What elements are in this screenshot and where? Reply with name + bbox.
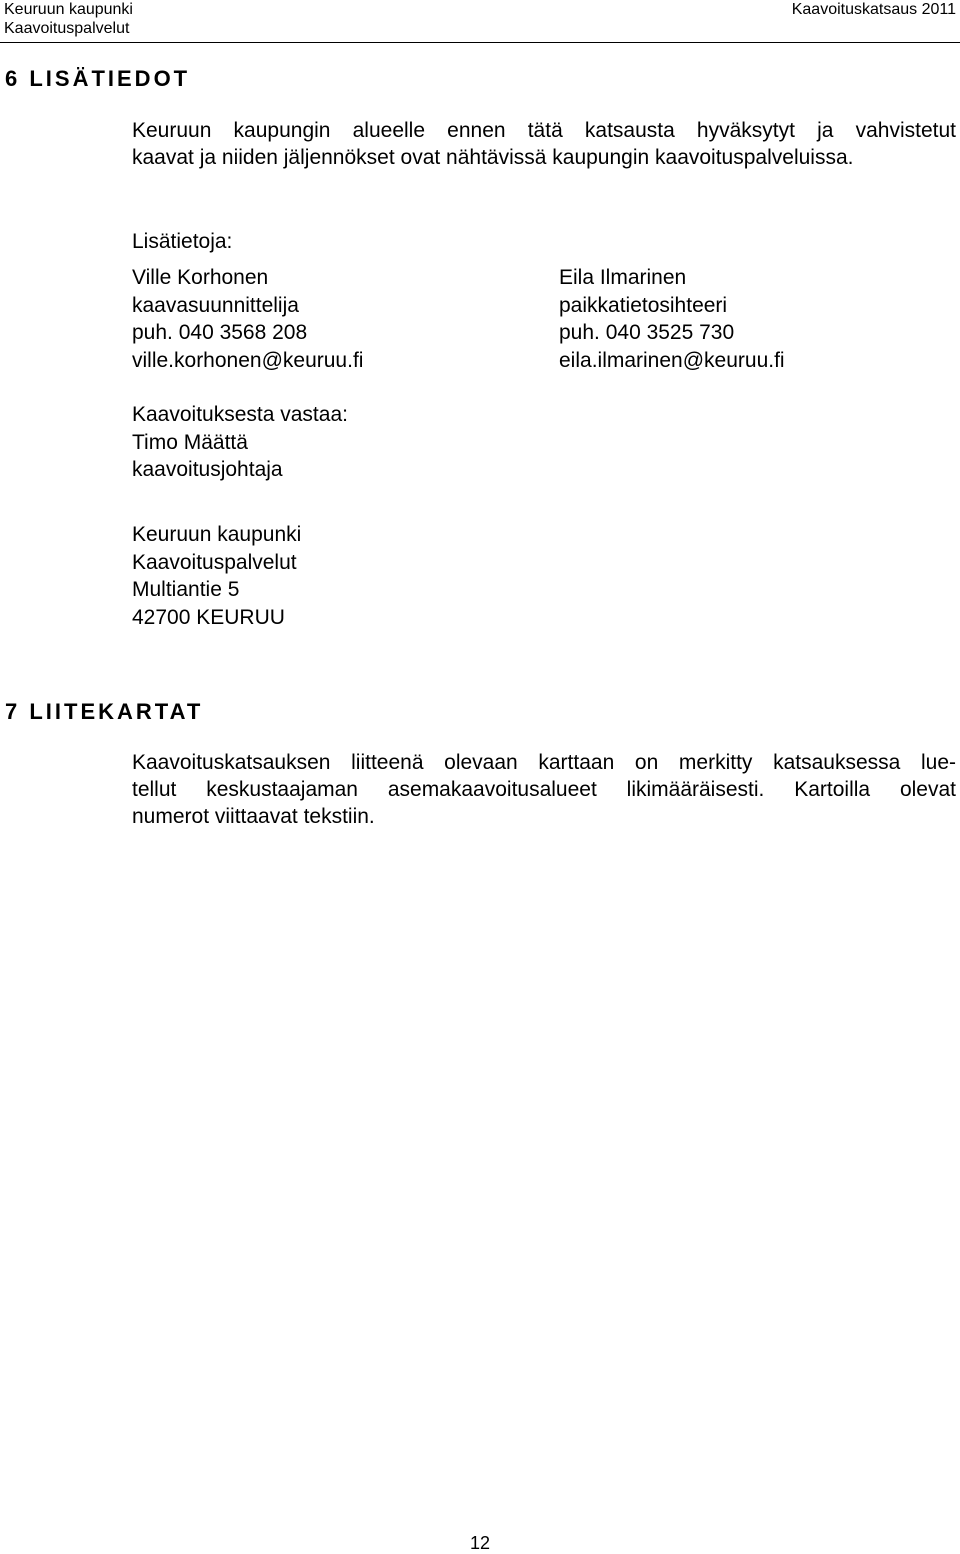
section-6-intro-line-1: Keuruun kaupungin alueelle ennen tätä katsausta hyväksytyt ja vahvistetut [132,119,956,142]
header-department: Kaavoituspalvelut [4,20,130,37]
address-line-4: 42700 KEURUU [132,605,285,629]
page-number: 12 [470,1533,491,1553]
section-7-text-line-1: Kaavoituskatsauksen liitteenä olevaan karttaan on merkitty katsauksessa lue- [132,751,956,774]
responsible-label: Kaavoituksesta vastaa: [132,403,348,426]
header-doc-title: Kaavoituskatsaus 2011 [791,1,956,18]
contact-right-title: paikkatietosihteeri [559,293,728,317]
header-rule [0,42,960,43]
contact-left-phone: puh. 040 3568 208 [132,321,308,344]
address-block [132,521,301,631]
section-6-intro-line-2: kaavat ja niiden jäljennökset ovat nähtävissä kaupungin kaavoituspalveluissa. [132,146,854,169]
responsible-name: Timo Määttä [132,430,248,454]
section-7-heading: 7 LIITEKARTAT [5,699,204,724]
address-line-3: Multiantie 5 [132,578,240,601]
contact-right-email[interactable]: eila.ilmarinen@keuruu.fi [559,348,785,372]
header-org-name: Keuruun kaupunki [4,1,133,18]
address-line-2: Kaavoituspalvelut [132,550,297,574]
contact-left-name: Ville Korhonen [132,266,269,289]
contact-left-email[interactable]: ville.korhonen@keuruu.fi [132,348,364,372]
section-7-text-line-2: tellut keskustaajaman asemakaavoitusalueet likimääräisesti. Kartoilla olevat [132,778,956,801]
contact-left [132,264,363,374]
responsible-title: kaavoitusjohtaja [132,458,283,481]
address-line-1: Keuruun kaupunki [132,523,302,546]
section-6-heading: 6 LISÄTIEDOT [5,66,191,91]
contact-right-phone: puh. 040 3525 730 [559,321,735,344]
contact-right-name: Eila Ilmarinen [559,266,687,289]
contact-left-title: kaavasuunnittelija [132,293,299,317]
more-info-label: Lisätietoja: [132,230,233,253]
contact-right [559,264,785,374]
section-7-text-line-3: numerot viittaavat tekstiin. [132,805,375,828]
responsible-block [132,401,348,484]
